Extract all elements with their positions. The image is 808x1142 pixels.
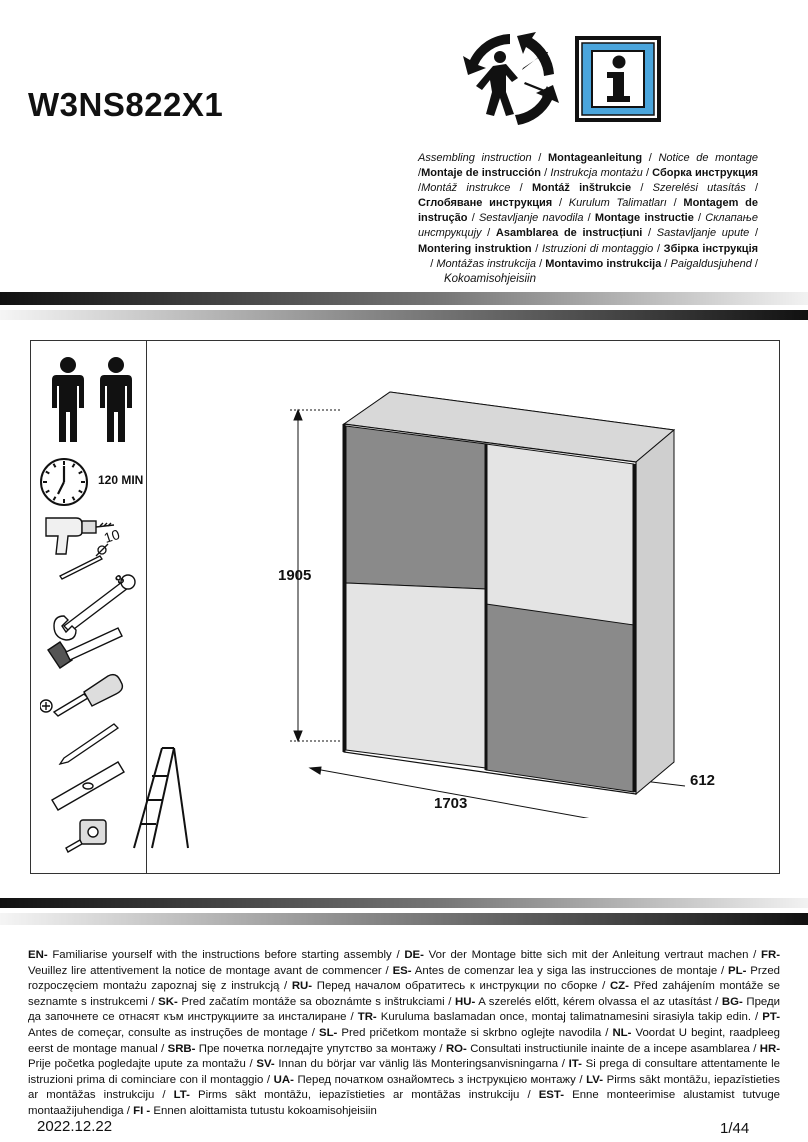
notice-text: Antes de comenzar lea y siga las instrucciones de montaje / [411, 964, 729, 977]
instruction-sr: Sastavljanje upute [656, 227, 750, 240]
notice-language-code: SV- [256, 1058, 275, 1071]
notice-language-code: EN- [28, 949, 48, 961]
notice-language-code: SK- [158, 995, 178, 1008]
notice-text: Ennen aloittamista tutustu kokoamisohjeisiin [150, 1104, 377, 1117]
instruction-en: Assembling instruction [418, 152, 532, 164]
notice-text: Voordat U begint, raadpleeg eerst de montage manual / [28, 1026, 780, 1055]
instruction-lv: Montážas instrukcija [436, 257, 537, 270]
notice-text: Pred začatím montáže sa oboznámte s inštrukciami / [177, 995, 456, 1008]
screwdriver-icon [40, 675, 122, 716]
instruction-pl: Instrukcja montażu [550, 167, 643, 180]
header-divider-bands [0, 292, 808, 322]
instruction-cz: Montáž instrukce [421, 182, 511, 195]
notice-text: Si prega di consultare attentamente le istruzioni prima di cominciare con il montaggio / [28, 1058, 780, 1086]
notice-language-code: BG- [721, 995, 743, 1008]
document-date: 2022.12.22 [37, 1118, 113, 1135]
header-logos [460, 30, 665, 130]
notice-text: Antes de começar, consulte as instruções de montage / [28, 1026, 319, 1039]
notice-language-code: EST- [538, 1089, 565, 1102]
notice-language-code: DE- [404, 949, 424, 961]
notice-text: Familiarise yourself with the instructions before starting assembly / [47, 949, 405, 961]
footer-divider-bands [0, 898, 808, 926]
instruction-titles: Assembling instruction / Montageanleitung / Notice de montage /Montaje de instrucción / Instrukcja montażu / Сборка инструкция /Montáž instrukce / Montáž inštrukcie / Szerelési utasítás /Сглобяване инструкция / Kurulum Talimatları / Montagem de instrução / Sestavljanje navodila / Montage instructie / Склапање инструкцију / Asamblarea de instrucțiuni / Sastavljanje upute / Montering instruktion / Istruzioni di montaggio / Збірка інструкція / Montážas instrukcija / Montavimo instrukcija / Paigaldusjuhend / Kokoamisohjeisiin [418, 151, 758, 287]
wardrobe-drawing [280, 388, 710, 818]
notice-language-code: RU- [291, 980, 313, 993]
instruction-es: Montaje de instrucción [421, 167, 542, 180]
instruction-nl: Montage instructie [594, 212, 694, 225]
notice-language-code: SRB- [167, 1042, 196, 1055]
instruction-lt: Montavimo instrukcija [545, 257, 662, 270]
instruction-fr: Notice de montage [658, 152, 758, 164]
notice-text: Перед началом обратитесь к инструкции по сборке / [312, 980, 610, 993]
notice-text: Consultati instructiunile inainte de a incepe asamblarea / [466, 1042, 760, 1055]
notice-text: Prije početka pogledajte upute za montažu / [28, 1058, 257, 1071]
notice-text: Veuillez lire attentivement la notice de montage avant de commencer / [28, 964, 393, 977]
two-persons-icon [46, 356, 142, 446]
notice-language-code: FI - [133, 1104, 151, 1117]
notice-language-code: LT- [173, 1089, 190, 1102]
notice-text: Pred pričetkom montaže si skrbno oglejte navodila / [337, 1026, 613, 1039]
instruction-ru: Сборка инструкция [652, 167, 759, 180]
tape-measure-icon [66, 820, 106, 852]
door-panels [344, 424, 634, 792]
notice-language-code: PT- [762, 1011, 780, 1024]
clock-icon [38, 456, 90, 508]
spanner-size: 8 [112, 571, 128, 588]
instruction-sk: Montáž inštrukcie [531, 182, 632, 195]
instruction-mk: Склапање инструкцију [418, 212, 759, 240]
notice-text: Enne monteerimise alustamist tutvuge montaažijuhendiga / [28, 1089, 780, 1117]
instruction-bg: Сглобяване инструкция [418, 197, 553, 210]
notice-language-code: LV- [586, 1073, 604, 1086]
instruction-ua: Збірка інструкція [663, 242, 759, 255]
instruction-tr: Kurulum Talimatları [568, 197, 667, 210]
width-dimension: 1703 [434, 795, 468, 812]
notice-language-code: CZ- [609, 980, 629, 993]
notice-language-code: UA- [273, 1073, 294, 1086]
notice-text: Перед початком ознайомтесь з інструкцією монтажу / [293, 1073, 587, 1086]
notice-text: A szerelés előtt, kérem olvassa el az utasítást / [475, 995, 722, 1008]
notice-language-code: TR- [357, 1011, 377, 1024]
notice-language-code: NL- [612, 1026, 632, 1039]
drill-bit-size: 10 [101, 525, 122, 547]
information-icon [577, 38, 659, 120]
notice-language-code: PL- [728, 964, 747, 977]
instruction-et: Paigaldusjuhend [670, 257, 752, 270]
recycling-person-icon [463, 32, 559, 125]
ladder-icon [126, 744, 196, 854]
height-dimension: 1905 [278, 567, 312, 584]
notice-text: Kuruluma baslamadan once, montaj talimatnamesini sirasiyla takip edin. / [376, 1011, 763, 1024]
instruction-it: Istruzioni di montaggio [542, 242, 654, 255]
notice-text: Vor der Montage bitte sich mit der Anleitung vertraut machen / [423, 949, 762, 961]
instruction-pt: Montagem de instrução [418, 197, 758, 225]
notice-language-code: IT- [568, 1058, 582, 1071]
notice-text: Pirms sākt montāžu, iepazīstieties ar montāžas instrukciju / [28, 1073, 780, 1102]
notice-language-code: HU- [455, 995, 476, 1008]
notice-text: Před zahájením montáže se seznamte s instrukcemi / [28, 980, 780, 1008]
instruction-ro: Asamblarea de instrucțiuni [495, 227, 643, 240]
pencil-icon [60, 724, 118, 764]
model-number: W3NS822X1 [28, 86, 224, 123]
assembly-time: 120 MIN [98, 473, 144, 487]
instruction-de: Montageanleitung [548, 152, 643, 164]
multilingual-notice [28, 948, 780, 1120]
instruction-hr: Sestavljanje navodila [478, 212, 584, 225]
notice-language-code: FR- [761, 949, 780, 961]
instruction-sv: Montering instruktion [418, 242, 532, 255]
notice-language-code: SL- [318, 1026, 338, 1039]
notice-language-code: HR- [759, 1042, 781, 1055]
spirit-level-icon [52, 762, 124, 810]
notice-text: Преди да започнете се отнасят към инструкциите за инсталиране / [28, 995, 781, 1024]
instruction-hu: Szerelési utasítás [652, 182, 746, 195]
depth-dimension: 612 [690, 772, 716, 789]
notice-language-code: ES- [392, 964, 412, 977]
notice-text: Pirms sākt montāžu, iepazīstieties ar montāžas instrukciju / [189, 1089, 539, 1102]
notice-language-code: RO- [445, 1042, 467, 1055]
page-number: 1/44 [720, 1120, 750, 1137]
notice-text: Przed rozpoczęciem montażu zapoznaj się z instrukcją / [28, 964, 781, 993]
notice-text: Пре почетка погледајте упутство за монтажу / [195, 1042, 446, 1055]
notice-text: Innan du börjar var vänlig läs Monteringsanvisningarna / [274, 1058, 569, 1071]
instruction-fi: Kokoamisohjeisiin [443, 272, 536, 285]
